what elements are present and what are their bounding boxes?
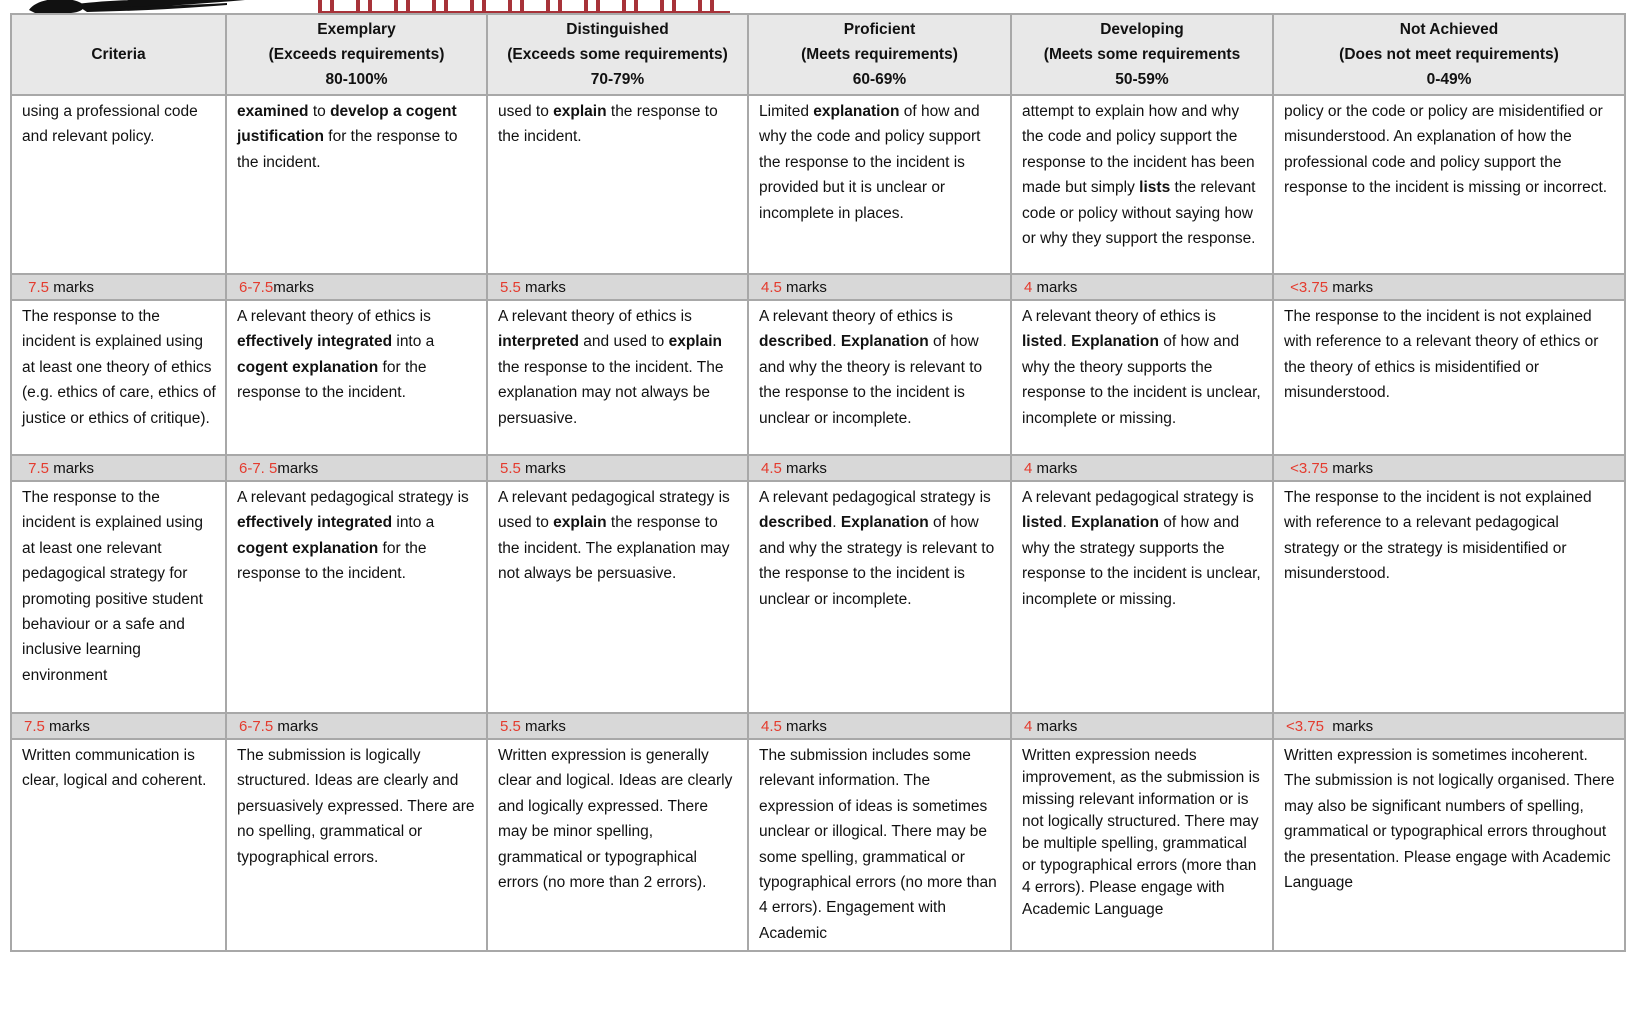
marks-value: 6-7.5 (239, 278, 274, 296)
marks-value: 4.5 (761, 278, 782, 296)
column-header-distinguished (487, 14, 748, 95)
rubric-cell: Written expression is sometimes incoherent. The submission is not logically organised. There may also be significant numbers of spelling, grammatical or typographical errors throughout the presentation. Please engage with Academic Language (1273, 739, 1625, 951)
rubric-cell: Written communication is clear, logical and coherent. (11, 739, 226, 951)
marks-value: 4 (1024, 278, 1033, 296)
column-header-developing (1011, 14, 1273, 95)
column-header-proficient (748, 14, 1011, 95)
marks-unit: marks (520, 459, 566, 477)
rubric-cell: A relevant pedagogical strategy is effectively integrated into a cogent explanation for the response to the incident. (226, 481, 487, 713)
marks-unit: marks (273, 717, 319, 735)
rubric-cell: The submission includes some relevant information. The expression of ideas is sometimes unclear or illogical. There may be some spelling, grammatical or typographical errors (no more than 4 errors). Engagement with Academic (748, 739, 1011, 951)
rubric-cell: A relevant pedagogical strategy is described. Explanation of how and why the strategy is relevant to the response to the incident is unclear or incomplete. (748, 481, 1011, 713)
rubric-cell: attempt to explain how and why the code and policy support the response to the incident has been made but simply lists the relevant code or policy without saying how or why they support the response. (1011, 95, 1273, 274)
rubric-cell: Written expression needs improvement, as the submission is missing relevant information or is not logically structured. There may be multiple spelling, grammatical or typographical errors (more than 4 errors). Please engage with Academic Language (1011, 739, 1273, 951)
marks-cell (1273, 713, 1625, 739)
criteria-row (11, 300, 1625, 455)
marks-value: <3.75 (1286, 717, 1324, 735)
marks-cell (1011, 274, 1273, 300)
column-title: Proficient (843, 21, 916, 38)
marks-row (11, 274, 1625, 300)
logo-wordmark-fragment (318, 0, 730, 13)
rubric-cell: The response to the incident is explained using at least one theory of ethics (e.g. ethics of care, ethics of justice or ethics of critique). (11, 300, 226, 455)
criteria-row (11, 739, 1625, 951)
column-title: Distinguished (566, 21, 669, 38)
marks-row (11, 455, 1625, 481)
marks-cell (226, 713, 487, 739)
marks-cell (11, 274, 226, 300)
column-header-not-achieved (1273, 14, 1625, 95)
marks-cell (1273, 274, 1625, 300)
marks-value: 7.5 (24, 278, 50, 296)
rubric-cell: The response to the incident is not explained with reference to a relevant pedagogical strategy or the strategy is misidentified or misunderstood. (1273, 481, 1625, 713)
marks-unit: marks (1032, 278, 1078, 296)
marks-value: <3.75 (1286, 278, 1329, 296)
university-logo-partial (0, 0, 760, 13)
rubric-cell: A relevant theory of ethics is described. Explanation of how and why the theory is relevant to the response to the incident is unclear or incomplete. (748, 300, 1011, 455)
rubric-cell: A relevant pedagogical strategy is used to explain the response to the incident. The explanation may not always be persuasive. (487, 481, 748, 713)
marks-cell (748, 713, 1011, 739)
rubric-cell: The response to the incident is explained using at least one relevant pedagogical strategy for promoting positive student behaviour or a safe and inclusive learning environment (11, 481, 226, 713)
marks-value: 4 (1024, 459, 1033, 477)
column-title: Developing (1100, 21, 1184, 38)
marks-value: 4.5 (761, 459, 782, 477)
marks-value: 7.5 (24, 717, 45, 735)
marks-unit: marks (1032, 459, 1078, 477)
marks-value: 6-7. 5 (239, 459, 278, 477)
marks-unit: marks (49, 278, 95, 296)
marks-cell (226, 455, 487, 481)
marks-value: 6-7.5 (239, 717, 274, 735)
rubric-cell: The submission is logically structured. Ideas are clearly and persuasively expressed. There are no spelling, grammatical or typographical errors. (226, 739, 487, 951)
rubric-cell: policy or the code or policy are misidentified or misunderstood. An explanation of how the professional code and policy support the response to the incident is missing or incorrect. (1273, 95, 1625, 274)
marks-unit: marks (49, 459, 95, 477)
column-subtitle: (Does not meet requirements) (1339, 46, 1559, 63)
rubric-cell: Limited explanation of how and why the code and policy support the response to the incident is provided but it is unclear or incomplete in places. (748, 95, 1011, 274)
marks-cell (487, 274, 748, 300)
marks-unit: marks (1328, 278, 1374, 296)
rubric-cell: examined to develop a cogent justification for the response to the incident. (226, 95, 487, 274)
marks-value: 7.5 (24, 459, 50, 477)
marks-unit: marks (1323, 717, 1374, 735)
marks-unit: marks (520, 717, 566, 735)
marks-value: <3.75 (1286, 459, 1329, 477)
marks-value: 5.5 (500, 459, 521, 477)
rubric-cell: The response to the incident is not explained with reference to a relevant theory of ethics or the theory of ethics is misidentified or misunderstood. (1273, 300, 1625, 455)
column-title: Not Achieved (1399, 21, 1499, 38)
marks-cell (487, 455, 748, 481)
marks-unit: marks (1328, 459, 1374, 477)
rubric-cell: A relevant pedagogical strategy is listed. Explanation of how and why the strategy supports the response to the incident is unclear, incomplete or missing. (1011, 481, 1273, 713)
marks-unit: marks (520, 278, 566, 296)
marks-cell (748, 274, 1011, 300)
rubric-header (11, 14, 1625, 95)
marks-cell (748, 455, 1011, 481)
logo-swan-icon (27, 0, 247, 13)
marks-cell (1011, 713, 1273, 739)
marks-cell (11, 713, 226, 739)
rubric-cell: Written expression is generally clear and logical. Ideas are clearly and logically expressed. There may be minor spelling, grammatical or typographical errors (no more than 2 errors). (487, 739, 748, 951)
rubric-body (11, 95, 1625, 951)
rubric-cell: A relevant theory of ethics is listed. Explanation of how and why the theory supports the response to the incident is unclear, incomplete or missing. (1011, 300, 1273, 455)
marks-value: 5.5 (500, 278, 521, 296)
rubric-cell: A relevant theory of ethics is interpreted and used to explain the response to the incident. The explanation may not always be persuasive. (487, 300, 748, 455)
marks-value: 4.5 (761, 717, 782, 735)
marks-unit: marks (277, 459, 319, 477)
column-range: 80-100% (325, 71, 388, 88)
column-subtitle: (Meets some requirements (1043, 46, 1241, 63)
marks-value: 4 (1024, 717, 1033, 735)
column-header-criteria (11, 14, 226, 95)
marks-row (11, 713, 1625, 739)
column-subtitle: (Exceeds requirements) (268, 46, 445, 63)
column-subtitle: (Exceeds some requirements) (507, 46, 728, 63)
marks-value: 5.5 (500, 717, 521, 735)
column-subtitle: (Meets requirements) (801, 46, 958, 63)
marks-unit: marks (781, 717, 827, 735)
marks-unit: marks (1032, 717, 1078, 735)
criteria-row (11, 95, 1625, 274)
marks-cell (487, 713, 748, 739)
marks-cell (1273, 455, 1625, 481)
marks-cell (1011, 455, 1273, 481)
marks-unit: marks (781, 459, 827, 477)
column-header-exemplary (226, 14, 487, 95)
marks-cell (226, 274, 487, 300)
criteria-row (11, 481, 1625, 713)
column-range: 0-49% (1426, 71, 1472, 88)
column-range: 50-59% (1115, 71, 1169, 88)
marks-cell (11, 455, 226, 481)
rubric-cell: A relevant theory of ethics is effectively integrated into a cogent explanation for the response to the incident. (226, 300, 487, 455)
column-range: 60-69% (852, 71, 907, 88)
marks-unit: marks (44, 717, 90, 735)
rubric-table (10, 13, 1626, 952)
rubric-cell: using a professional code and relevant policy. (11, 95, 226, 274)
column-title: Exemplary (317, 21, 396, 38)
rubric-cell: used to explain the response to the incident. (487, 95, 748, 274)
marks-unit: marks (781, 278, 827, 296)
column-title: Criteria (91, 46, 146, 63)
column-range: 70-79% (590, 71, 645, 88)
marks-unit: marks (273, 278, 315, 296)
